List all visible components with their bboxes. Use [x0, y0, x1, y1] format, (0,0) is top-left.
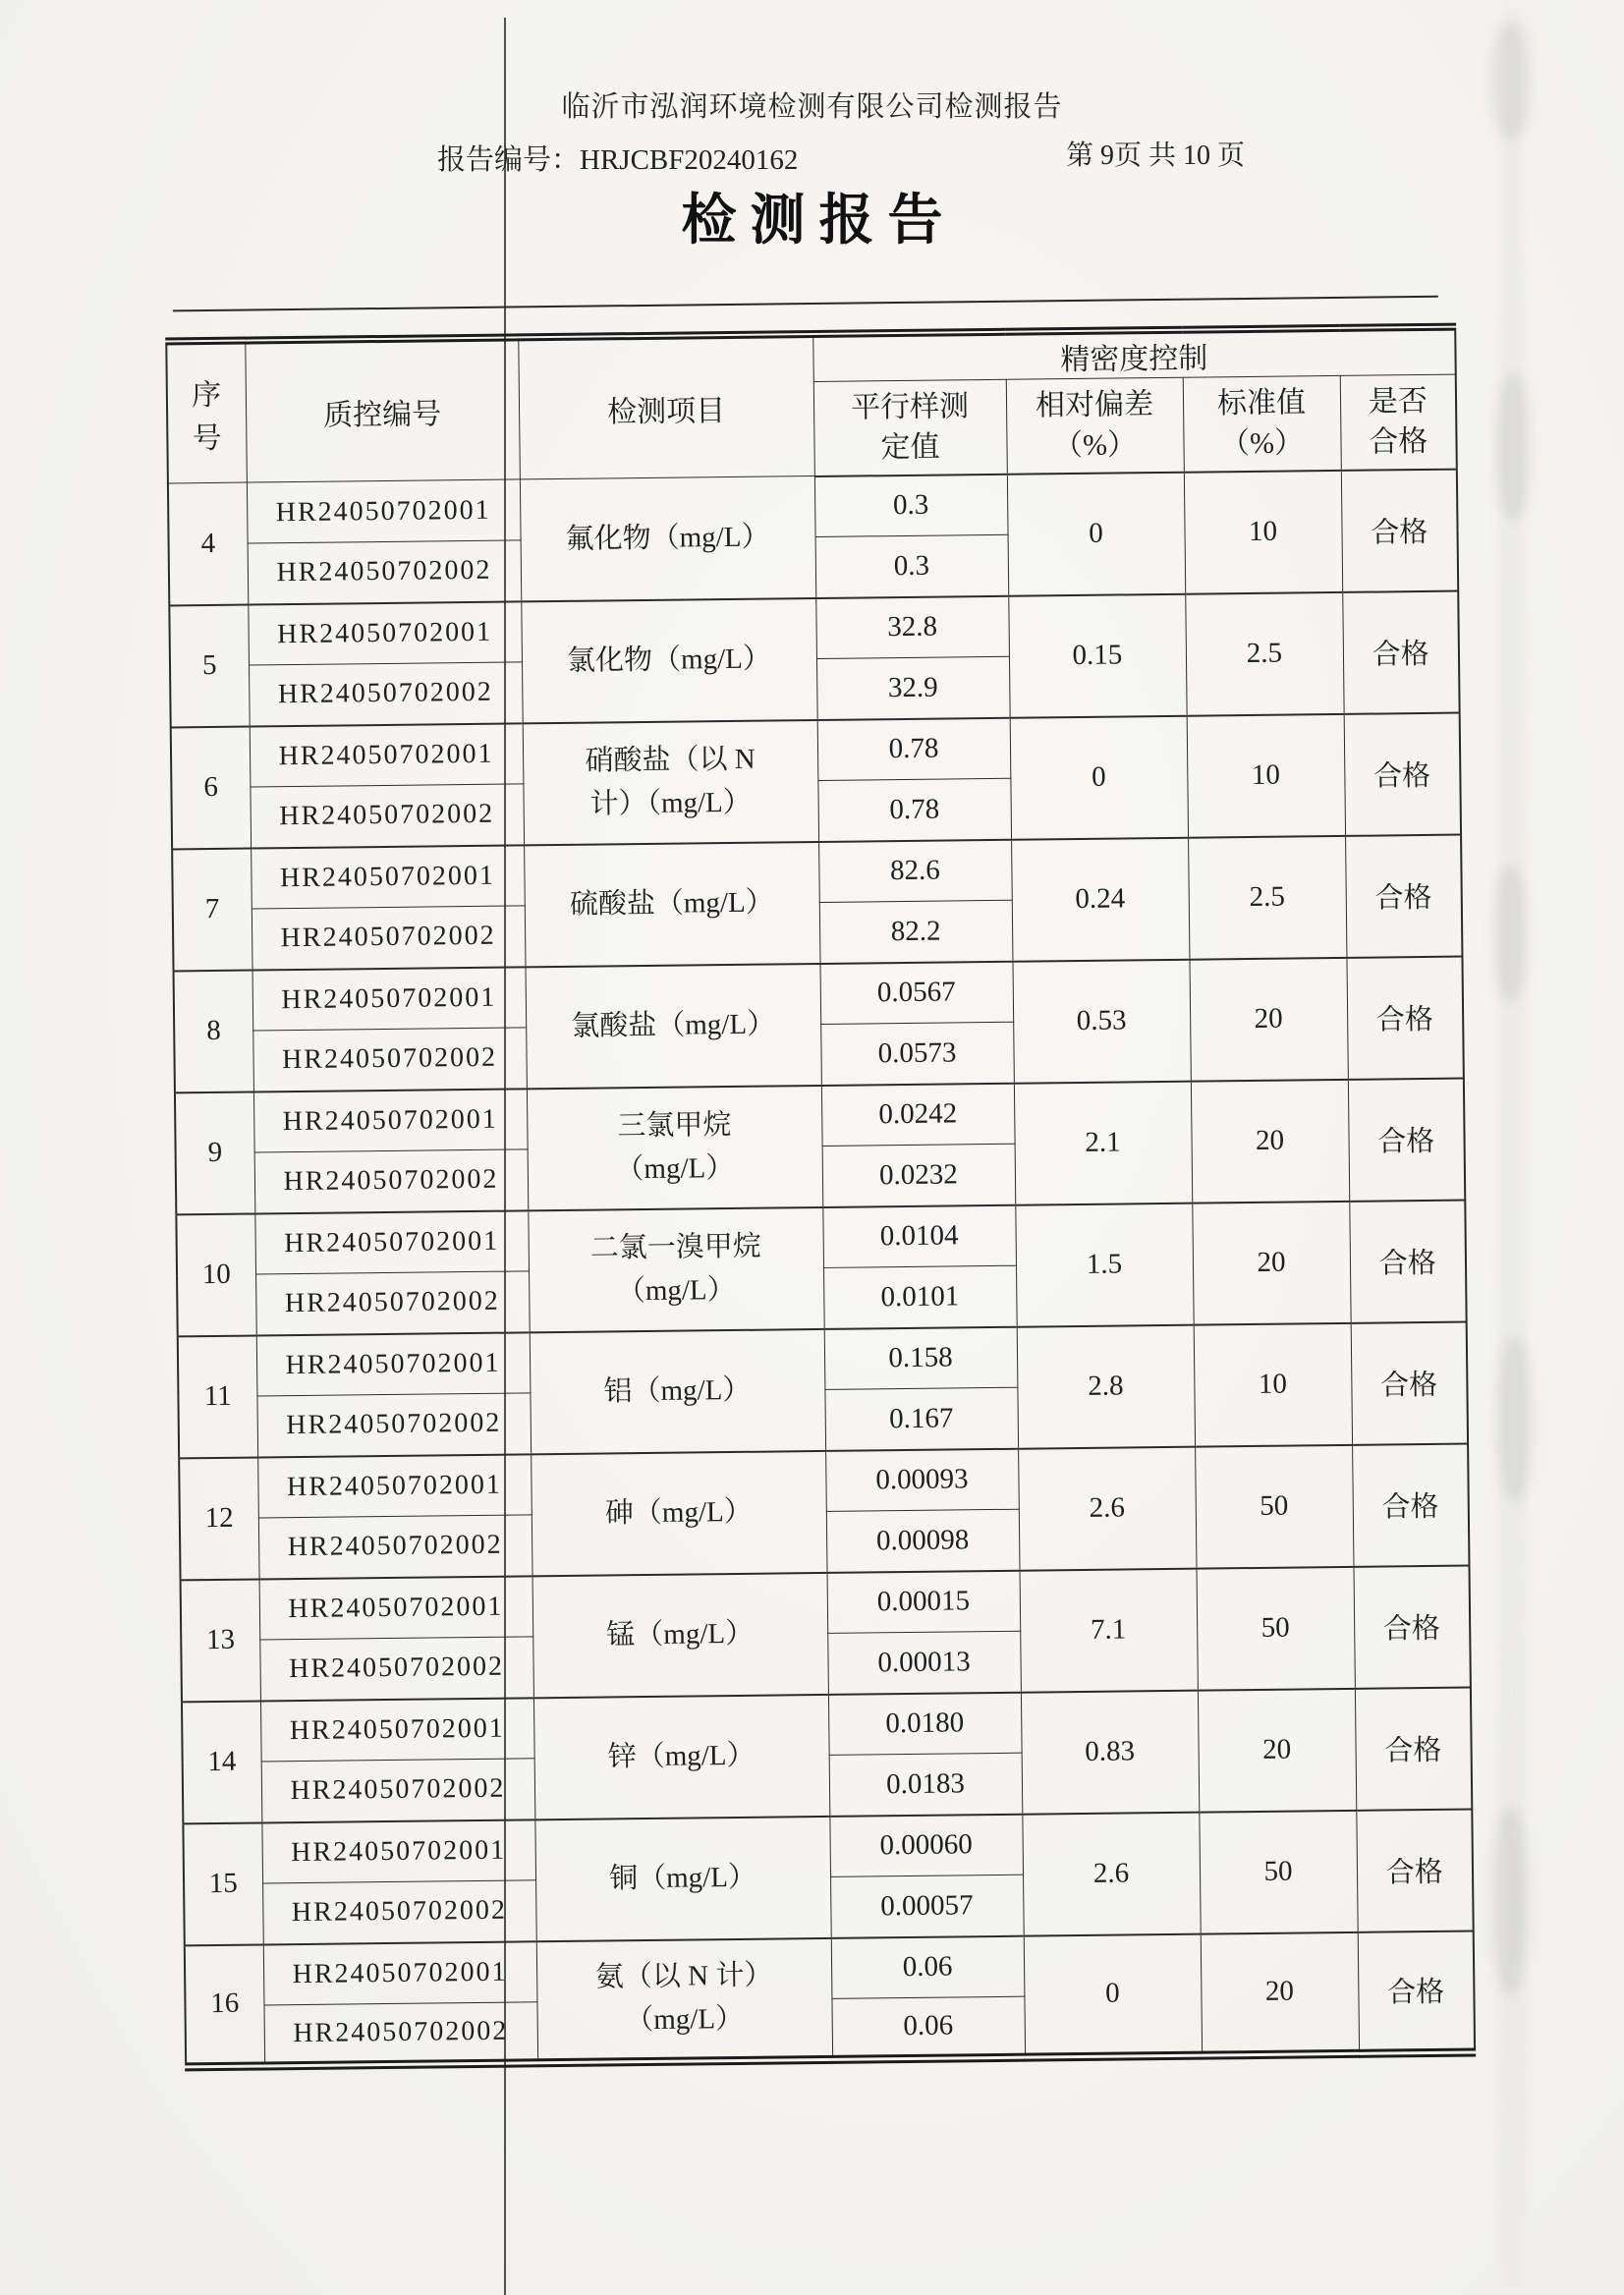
qc-id-cell: HR24050702001: [251, 845, 525, 909]
result-cell: 合格: [1352, 1443, 1469, 1566]
scan-streak: [1493, 865, 1527, 1002]
std-value-cell: 50: [1195, 1444, 1353, 1568]
result-cell: 合格: [1355, 1687, 1472, 1810]
value-cell: 0.00013: [827, 1631, 1021, 1694]
item-cell: 铜（mg/L）: [534, 1816, 830, 1940]
std-value-cell: 2.5: [1188, 835, 1346, 959]
table-sheet: [165, 296, 1474, 2072]
report-number-label: 报告编号：: [437, 144, 581, 176]
std-value-cell: 20: [1189, 957, 1347, 1081]
result-cell: 合格: [1345, 834, 1462, 957]
item-cell: 硫酸盐（mg/L）: [524, 841, 819, 966]
value-cell: 0.167: [824, 1387, 1018, 1450]
result-cell: 合格: [1349, 1200, 1466, 1322]
scan-streak: [1497, 1336, 1533, 1503]
qc-id-cell: HR24050702001: [252, 967, 527, 1031]
rel-dev-cell: 7.1: [1020, 1568, 1198, 1692]
qc-id-cell: HR24050702002: [259, 1637, 533, 1701]
qc-id-cell: HR24050702001: [250, 723, 524, 787]
report-number-value: HRJCBF20240162: [580, 144, 799, 176]
result-cell: 合格: [1358, 1931, 1475, 2053]
qc-id-cell: HR24050702001: [248, 601, 522, 665]
rel-dev-cell: 0.53: [1012, 959, 1190, 1083]
header-relative-deviation: 相对偏差 （%）: [1006, 377, 1184, 474]
item-cell: 氨（以 N 计） （mg/L）: [536, 1937, 832, 2062]
item-cell: 硝酸盐（以 N 计）（mg/L）: [523, 719, 818, 844]
value-cell: 82.6: [818, 839, 1012, 902]
value-cell: 0.3: [815, 534, 1009, 597]
qc-id-cell: HR24050702002: [261, 1759, 535, 1822]
item-cell: 氯酸盐（mg/L）: [526, 963, 821, 1088]
qc-id-cell: HR24050702001: [247, 479, 521, 543]
value-cell: 0.3: [814, 474, 1008, 536]
qc-id-cell: HR24050702002: [249, 662, 523, 726]
header-parallel-value: 平行样测 定值: [813, 379, 1007, 476]
result-cell: 合格: [1341, 469, 1458, 591]
result-cell: 合格: [1346, 956, 1463, 1079]
std-value-cell: 10: [1187, 713, 1345, 837]
value-cell: 0.00060: [829, 1814, 1023, 1876]
rel-dev-cell: 2.8: [1017, 1324, 1195, 1448]
item-cell: 三氯甲烷 （mg/L）: [527, 1085, 822, 1209]
rel-dev-cell: 0.83: [1021, 1690, 1199, 1814]
seq-cell: 6: [171, 726, 251, 849]
std-value-cell: 10: [1194, 1322, 1352, 1446]
qc-id-cell: HR24050702001: [263, 1941, 537, 2005]
rel-dev-cell: 1.5: [1015, 1203, 1193, 1326]
rel-dev-cell: 0: [1024, 1933, 1202, 2057]
value-cell: 0.0232: [822, 1144, 1016, 1206]
item-cell: 氯化物（mg/L）: [521, 597, 816, 722]
std-value-cell: 20: [1198, 1688, 1356, 1812]
rel-dev-cell: 0: [1007, 472, 1185, 595]
seq-cell: 12: [179, 1457, 258, 1580]
qc-id-cell: HR24050702002: [252, 906, 526, 970]
value-cell: 0.0104: [822, 1204, 1016, 1267]
std-value-cell: 50: [1197, 1566, 1355, 1690]
result-cell: 合格: [1353, 1565, 1470, 1688]
value-cell: 0.78: [817, 717, 1011, 780]
header-precision-control: 精密度控制: [812, 327, 1456, 382]
rel-dev-cell: 2.6: [1022, 1812, 1200, 1935]
qc-id-cell: HR24050702001: [261, 1819, 535, 1883]
std-value-cell: 20: [1191, 1079, 1349, 1203]
document-title: 检测报告: [681, 189, 957, 251]
value-cell: 32.9: [816, 656, 1010, 719]
std-value-cell: 20: [1201, 1931, 1359, 2055]
seq-cell: 14: [182, 1701, 261, 1823]
scan-streak: [1495, 373, 1531, 521]
title-divider-rule: [173, 296, 1438, 312]
rel-dev-cell: 0.24: [1011, 837, 1189, 961]
qc-precision-table: [165, 323, 1476, 2072]
qc-id-cell: HR24050702002: [254, 1149, 529, 1213]
value-cell: 0.00098: [826, 1509, 1020, 1572]
seq-cell: 11: [178, 1335, 257, 1458]
result-cell: 合格: [1351, 1321, 1468, 1444]
qc-id-cell: HR24050702001: [254, 1210, 529, 1274]
item-cell: 锌（mg/L）: [533, 1694, 829, 1819]
rel-dev-cell: 0: [1010, 715, 1188, 839]
value-cell: 0.0101: [823, 1265, 1017, 1328]
qc-id-cell: HR24050702002: [263, 2002, 537, 2066]
value-cell: 0.158: [824, 1326, 1018, 1389]
seq-cell: 16: [185, 1944, 264, 2067]
std-value-cell: 2.5: [1185, 591, 1343, 715]
value-cell: 0.00093: [825, 1448, 1019, 1511]
header-seq: 序 号: [166, 341, 247, 483]
seq-cell: 4: [168, 482, 248, 605]
seq-cell: 5: [169, 604, 249, 727]
seq-cell: 13: [181, 1579, 260, 1702]
header-standard-value: 标准值 （%）: [1183, 375, 1341, 472]
value-cell: 0.00015: [827, 1570, 1021, 1633]
result-cell: 合格: [1356, 1809, 1473, 1931]
page-number: 第 9页 共 10 页: [1066, 140, 1246, 171]
header-qc-id: 质控编号: [245, 337, 520, 482]
qc-id-cell: HR24050702001: [260, 1698, 534, 1762]
std-value-cell: 20: [1192, 1201, 1350, 1324]
qc-id-cell: HR24050702001: [259, 1576, 533, 1640]
std-value-cell: 50: [1199, 1810, 1357, 1933]
value-cell: 0.0573: [820, 1022, 1014, 1085]
report-number: [437, 138, 798, 178]
value-cell: 0.78: [817, 778, 1011, 841]
seq-cell: 10: [176, 1213, 255, 1336]
rel-dev-cell: 2.1: [1014, 1081, 1192, 1204]
result-cell: 合格: [1344, 712, 1461, 835]
header-qualified: 是否 合格: [1340, 374, 1457, 470]
qc-id-cell: HR24050702002: [252, 1028, 527, 1092]
value-cell: 0.0183: [829, 1753, 1023, 1816]
item-cell: 二氯一溴甲烷 （mg/L）: [528, 1206, 823, 1331]
value-cell: 82.2: [819, 900, 1013, 963]
qc-table-body: [168, 469, 1475, 2067]
seq-cell: 9: [175, 1092, 254, 1214]
seq-cell: 15: [183, 1822, 262, 1945]
result-cell: 合格: [1348, 1078, 1465, 1201]
item-cell: 铝（mg/L）: [530, 1328, 825, 1453]
qc-id-cell: HR24050702002: [248, 540, 522, 604]
seq-cell: 8: [174, 970, 253, 1092]
qc-id-cell: HR24050702002: [262, 1880, 536, 1944]
qc-id-cell: HR24050702002: [258, 1515, 532, 1579]
std-value-cell: 10: [1184, 470, 1342, 593]
table-header: [166, 327, 1457, 483]
value-cell: 0.06: [831, 1996, 1025, 2059]
qc-id-cell: HR24050702002: [256, 1393, 531, 1457]
qc-id-cell: HR24050702002: [250, 784, 524, 848]
seq-cell: 7: [172, 848, 252, 971]
value-cell: 0.0180: [828, 1692, 1022, 1755]
header-item: 检测项目: [518, 334, 814, 479]
value-cell: 0.00057: [830, 1875, 1024, 1937]
item-cell: 砷（mg/L）: [531, 1450, 826, 1575]
item-cell: 锰（mg/L）: [532, 1572, 828, 1697]
value-cell: 0.06: [831, 1935, 1025, 1998]
rel-dev-cell: 2.6: [1018, 1446, 1196, 1570]
value-cell: 0.0567: [819, 961, 1013, 1024]
value-cell: 0.0242: [821, 1083, 1015, 1146]
qc-id-cell: HR24050702001: [253, 1089, 528, 1152]
qc-id-cell: HR24050702001: [257, 1454, 532, 1518]
item-cell: 氟化物（mg/L）: [520, 476, 815, 601]
qc-id-cell: HR24050702002: [255, 1271, 530, 1335]
company-header: 临沂市泓润环境检测有限公司检测报告: [561, 91, 1063, 123]
value-cell: 32.8: [815, 595, 1009, 658]
qc-id-cell: HR24050702001: [256, 1332, 531, 1396]
rel-dev-cell: 0.15: [1008, 593, 1186, 717]
result-cell: 合格: [1342, 590, 1459, 713]
scan-streak: [1491, 1808, 1529, 1994]
